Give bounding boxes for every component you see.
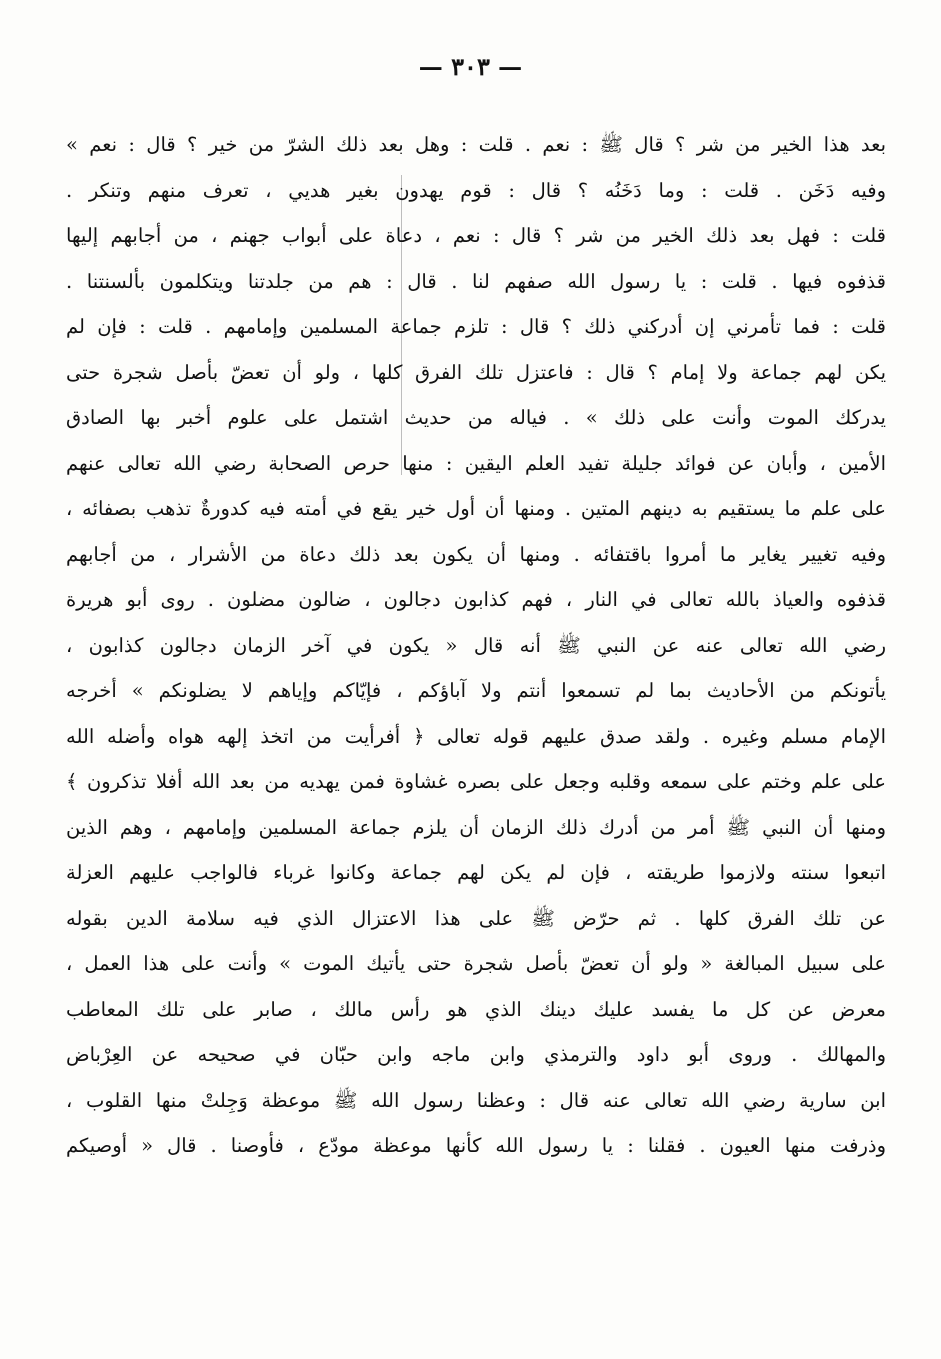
text-line: اتبعوا سنته ولازموا طريقته ، فإن لم يكن لهم جماعة وكانوا غرباء فالواجب عليهم العزلة [66, 861, 886, 884]
text-line: يدركك الموت وأنت على ذلك » . فياله من حديث اشتمل على علوم أخبر بها الصادق [66, 406, 886, 429]
body-text [66, 122, 886, 1169]
text-line: على علم ما يستقيم به دينهم المتين . ومنها أن أول خير يقع في أمته فيه كدورةٌ تذهب بصفائه ، [66, 497, 886, 520]
text-line: يأتونكم من الأحاديث بما لم تسمعوا أنتم ولا آباؤكم ، فإيّاكم وإياهم لا يضلونكم » أخرجه [66, 679, 886, 702]
text-line: الإمام مسلم وغيره . ولقد صدق عليهم قوله تعالى ﴿ أفرأيت من اتخذ إلهه هواه وأضله الله [66, 724, 886, 748]
text-line: قذفوه فيها . قلت : يا رسول الله صفهم لنا . قال : هم من جلدتنا ويتكلمون بألسنتنا . [66, 269, 886, 293]
text-line: الأمين ، وأبان عن فوائد جليلة تفيد العلم اليقين : منها حرص الصحابة رضي الله تعالى عنهم [66, 451, 886, 475]
text-line: قذفوه والعياذ بالله تعالى في النار ، فهم كذابون دجالون ، ضالون مضلون . روى أبو هريرة [66, 588, 886, 611]
text-line: وفيه تغيير يغاير ما أمروا باقتفائه . ومنها أن يكون بعد ذلك دعاة من الأشرار ، من أجابهم [66, 542, 886, 566]
text-line: ومنها أن النبي ﷺ أمر من أدرك ذلك الزمان أن يلزم جماعة المسلمين وإمامهم ، وهم الذين [66, 815, 886, 839]
text-line: وذرفت منها العيون . فقلنا : يا رسول الله كأنها موعظة مودّع ، فأوصنا . قال « أوصيكم [66, 1134, 886, 1157]
page-number: — ٣٠٣ — [418, 52, 523, 81]
text-line: على سبيل المبالغة « ولو أن تعضّ بأصل شجرة حتى يأتيك الموت » وأنت على هذا العمل ، [66, 952, 886, 975]
text-line: عن تلك الفرق كلها . ثم حرّض ﷺ على هذا الاعتزال الذي فيه سلامة الدين بقوله [66, 906, 886, 930]
text-line: بعد هذا الخير من شر ؟ قال ﷺ : نعم . قلت : وهل بعد ذلك الشرّ من خير ؟ قال : نعم » [66, 133, 886, 156]
text-line: قلت : فما تأمرني إن أدركني ذلك ؟ قال : تلزم جماعة المسلمين وإمامهم . قلت : فإن لم [66, 315, 886, 338]
text-line: ابن سارية رضي الله تعالى عنه قال : وعظنا رسول الله ﷺ موعظة وَجِلتْ منها القلوب ، [66, 1088, 886, 1112]
text-line: رضي الله تعالى عنه عن النبي ﷺ أنه قال « يكون في آخر الزمان دجالون كذابون ، [66, 633, 886, 657]
text-line: على علم وختم على سمعه وقلبه وجعل على بصره غشاوة فمن يهديه من بعد الله أفلا تذكرون ﴾ [66, 770, 886, 793]
text-line: وفيه دَخَن . قلت : وما دَخَنُه ؟ قال : قوم يهدون بغير هديي ، تعرف منهم وتنكر . [66, 178, 886, 202]
text-line: قلت : فهل بعد ذلك الخير من شر ؟ قال : نعم ، دعاة على أبواب جهنم ، من أجابهم إليها [66, 224, 886, 247]
text-line: يكن لهم جماعة ولا إمام ؟ قال : فاعتزل تلك الفرق كلها ، ولو أن تعضّ بأصل شجرة حتى [66, 360, 886, 384]
text-line: معرض عن كل ما يفسد عليك دينك الذي هو رأس مالك ، صابر على تلك المعاطب [66, 997, 886, 1021]
text-line: والمهالك . وروى أبو داود والترمذي وابن ماجه وابن حبّان في صحيحه عن العِرْباض [66, 1043, 886, 1066]
